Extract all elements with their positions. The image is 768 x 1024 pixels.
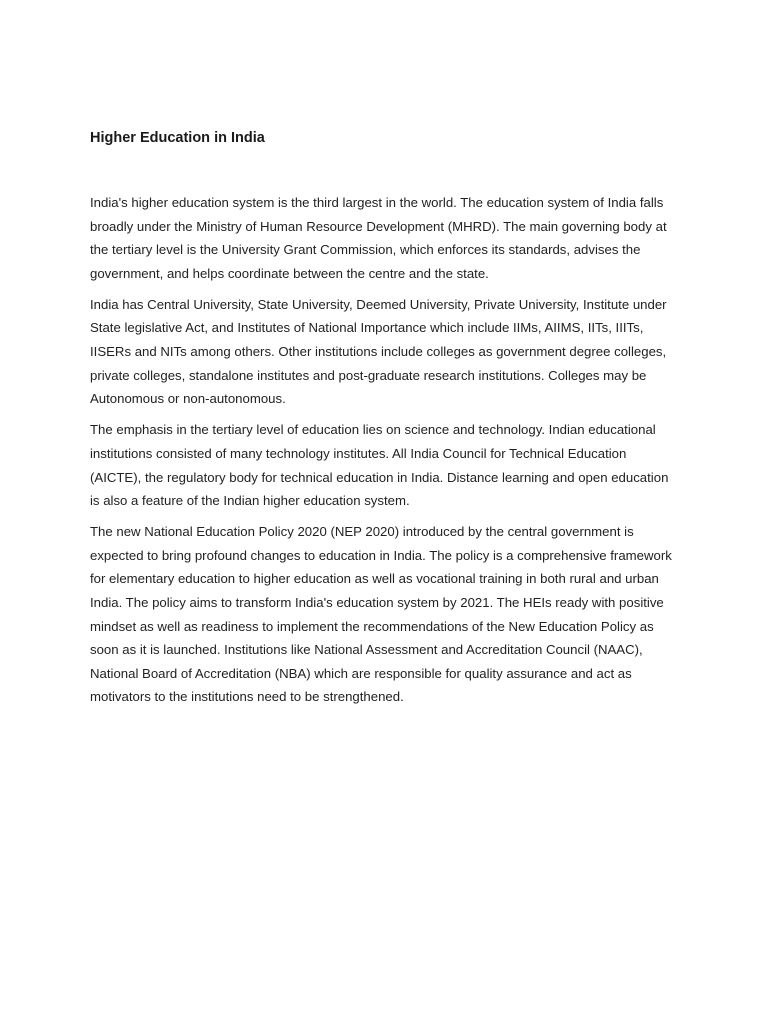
paragraph-1: India's higher education system is the third largest in the world. The education system of India falls broadly under the Ministry of Human Resource Development (MHRD). The main governing body at the tertiary level is the University Grant Commission, which enforces its standards, advises the government, and helps coordinate between the centre and the state. [90,195,667,281]
paragraph-4: The new National Education Policy 2020 (NEP 2020) introduced by the central government is expected to bring profound changes to education in India. The policy is a comprehensive framework for elementary education to higher education as well as vocational training in both rural and urban India. The policy aims to transform India's education system by 2021. The HEIs ready with positive mindset as well as readiness to implement the recommendations of the New Education Policy as soon as it is launched. Institutions like National Assessment and Accreditation Council (NAAC), National Board of Accreditation (NBA) which are responsible for quality assurance and act as motivators to the institutions need to be strengthened. [90,524,672,705]
paragraph-3: The emphasis in the tertiary level of education lies on science and technology. Indian educational institutions consisted of many technology institutes. All India Council for Technical Education (AICTE), the regulatory body for technical education in India. Distance learning and open education is also a feature of the Indian higher education system. [90,422,669,509]
paragraph-2: India has Central University, State University, Deemed University, Private University, Institute under State legislative Act, and Institutes of National Importance which include IIMs, AIIMS, IITs, IIITs, IISERs and NITs among others. Other institutions include colleges as government degree colleges, private colleges, standalone institutes and post-graduate research institutions. Colleges may be Autonomous or non-autonomous. [90,296,667,407]
document-title: Higher Education in India [90,130,265,146]
document-body [90,191,676,709]
